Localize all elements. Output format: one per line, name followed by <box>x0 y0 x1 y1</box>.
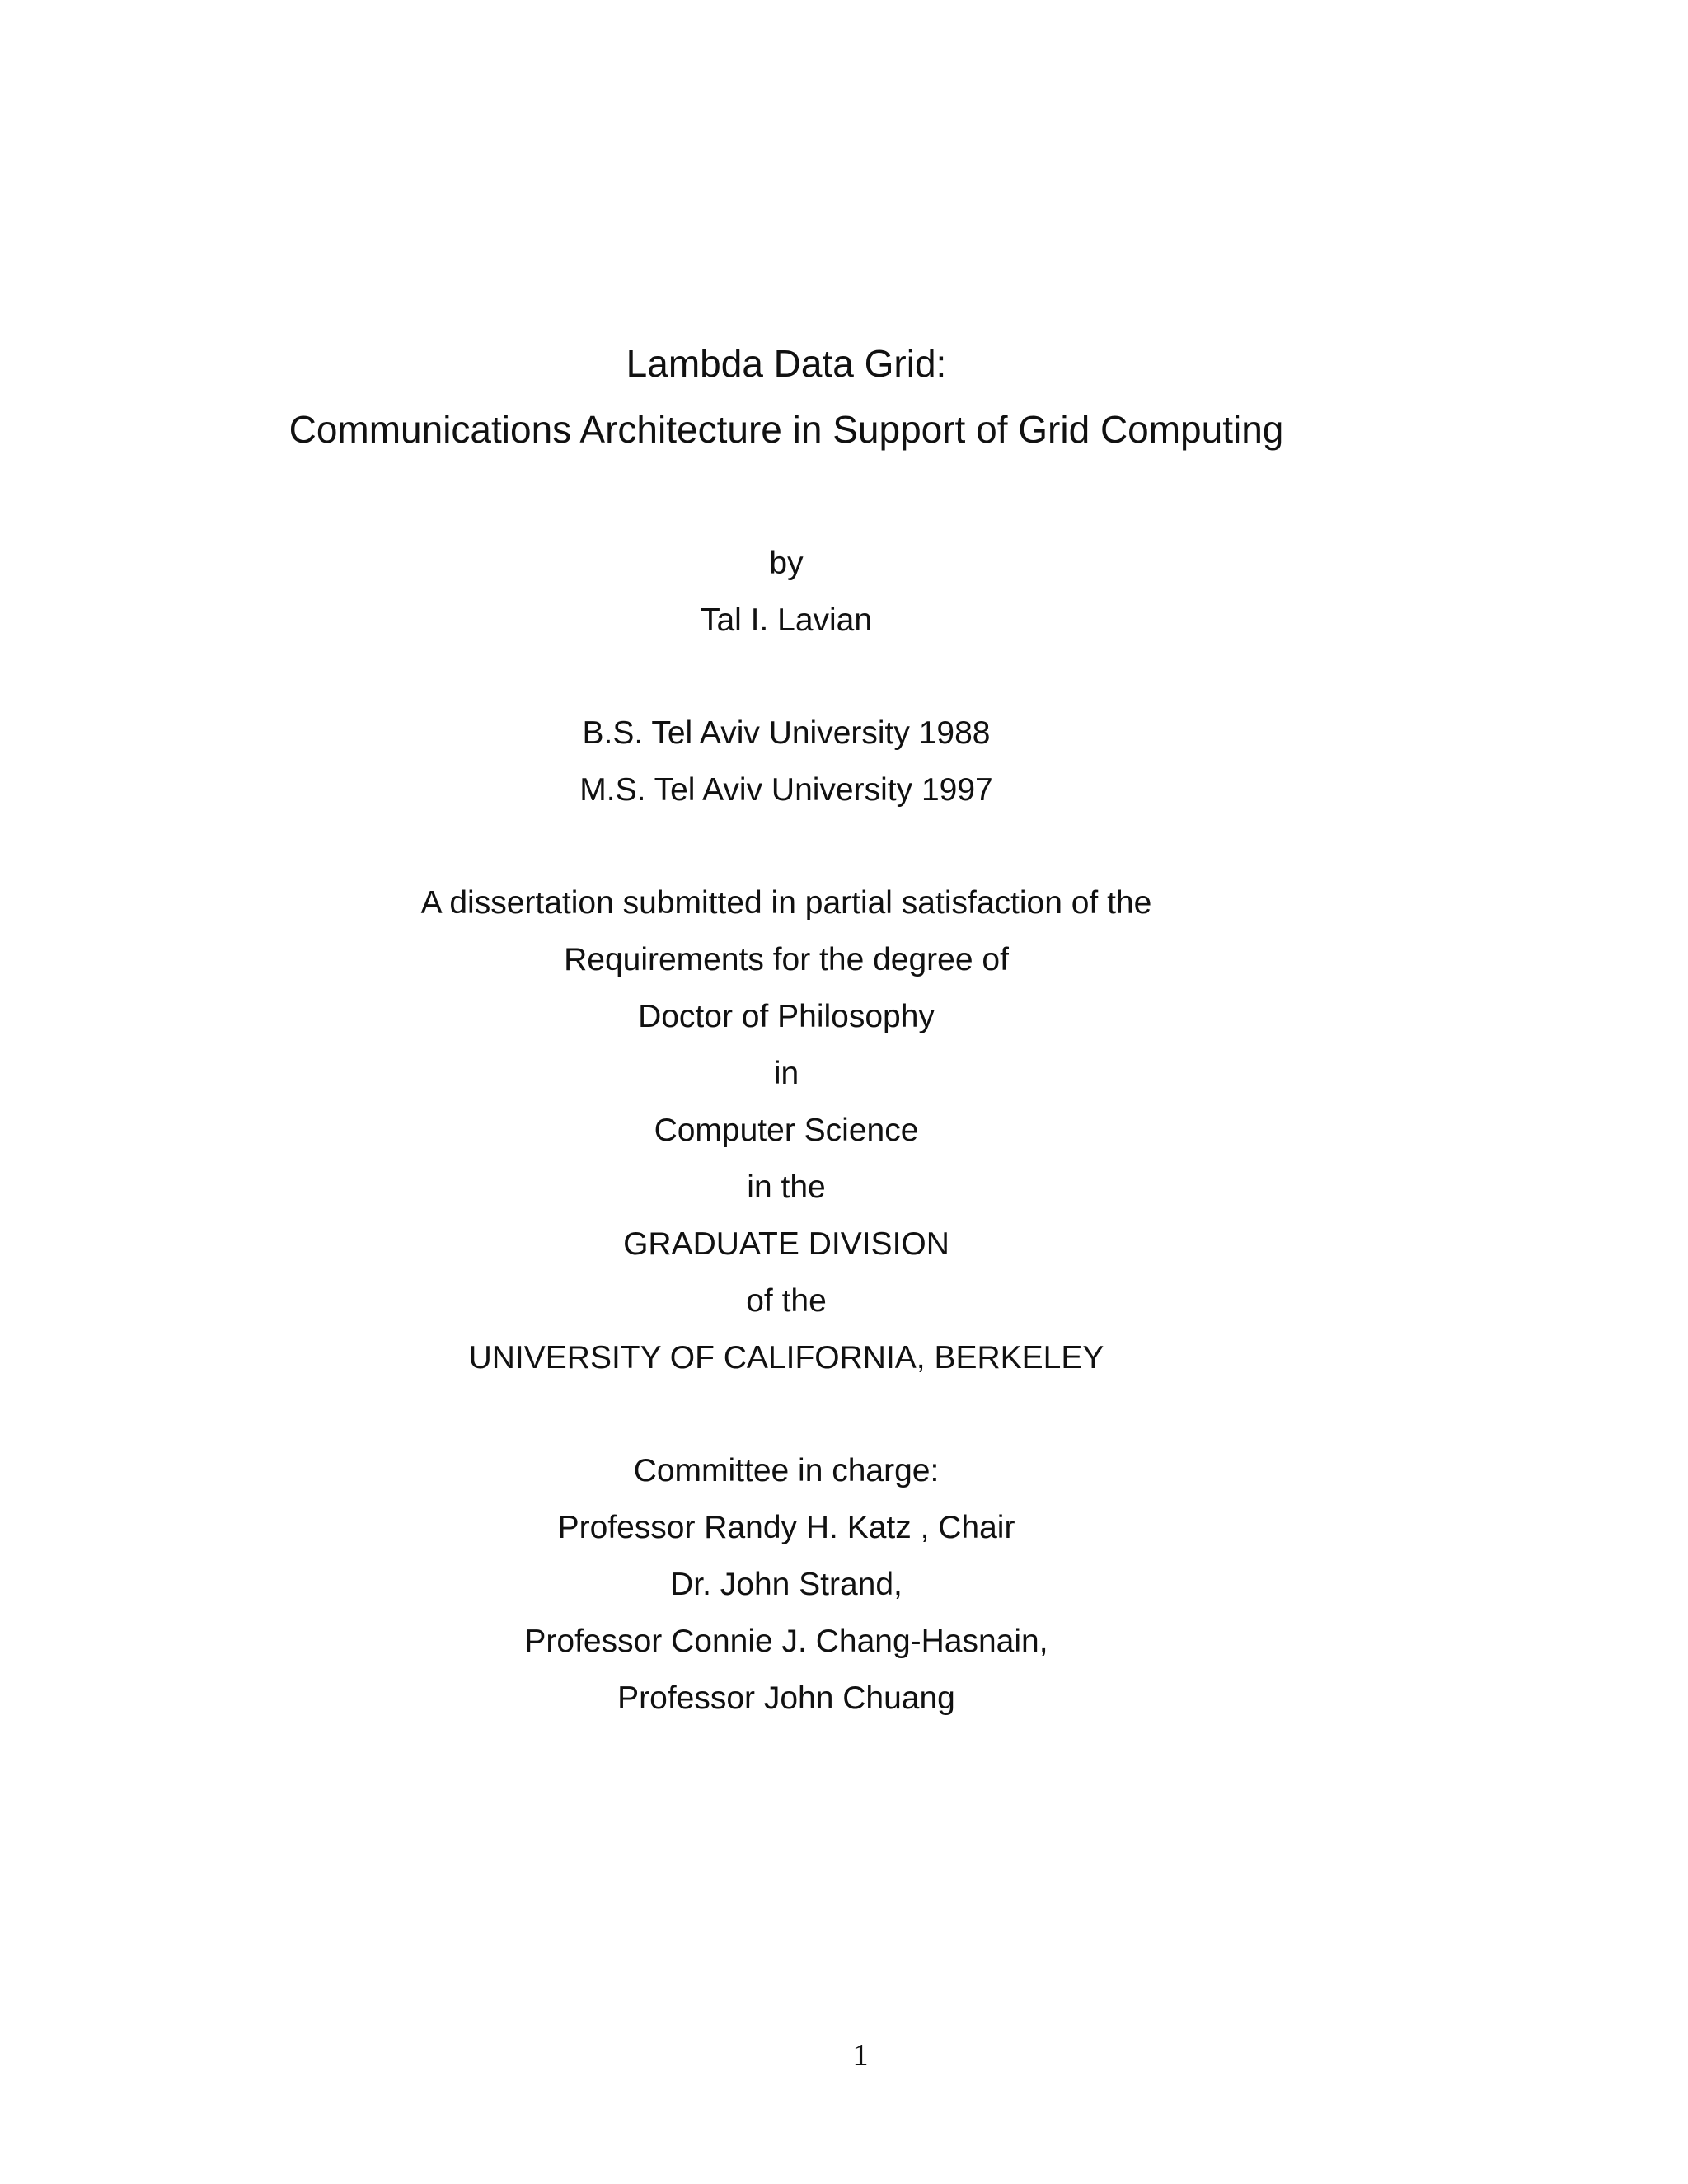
submission-line: UNIVERSITY OF CALIFORNIA, BERKELEY <box>468 1340 1104 1376</box>
committee-heading: Committee in charge: <box>633 1453 940 1488</box>
submission-line: Doctor of Philosophy <box>638 999 935 1034</box>
title-line-1: Lambda Data Grid: <box>626 342 947 385</box>
submission-line: GRADUATE DIVISION <box>623 1226 950 1262</box>
committee-member: Dr. John Strand, <box>670 1567 903 1602</box>
author-by: by <box>769 546 804 581</box>
submission-line: in <box>773 1056 799 1091</box>
submission-line: Computer Science <box>654 1113 919 1148</box>
submission-line: in the <box>747 1169 826 1205</box>
submission-line: of the <box>746 1283 827 1319</box>
submission-line: A dissertation submitted in partial satisfaction of the <box>420 885 1152 921</box>
degree-ms: M.S. Tel Aviv University 1997 <box>579 772 993 808</box>
submission-line: Requirements for the degree of <box>564 942 1009 977</box>
page-number: 1 <box>852 2038 869 2073</box>
committee-member: Professor John Chuang <box>617 1680 955 1716</box>
degree-bs: B.S. Tel Aviv University 1988 <box>582 715 991 751</box>
title-line-2: Communications Architecture in Support of Grid Computing <box>288 408 1284 451</box>
author-name: Tal I. Lavian <box>700 602 873 638</box>
committee-member: Professor Connie J. Chang-Hasnain, <box>524 1624 1048 1659</box>
committee-member: Professor Randy H. Katz , Chair <box>557 1510 1015 1545</box>
